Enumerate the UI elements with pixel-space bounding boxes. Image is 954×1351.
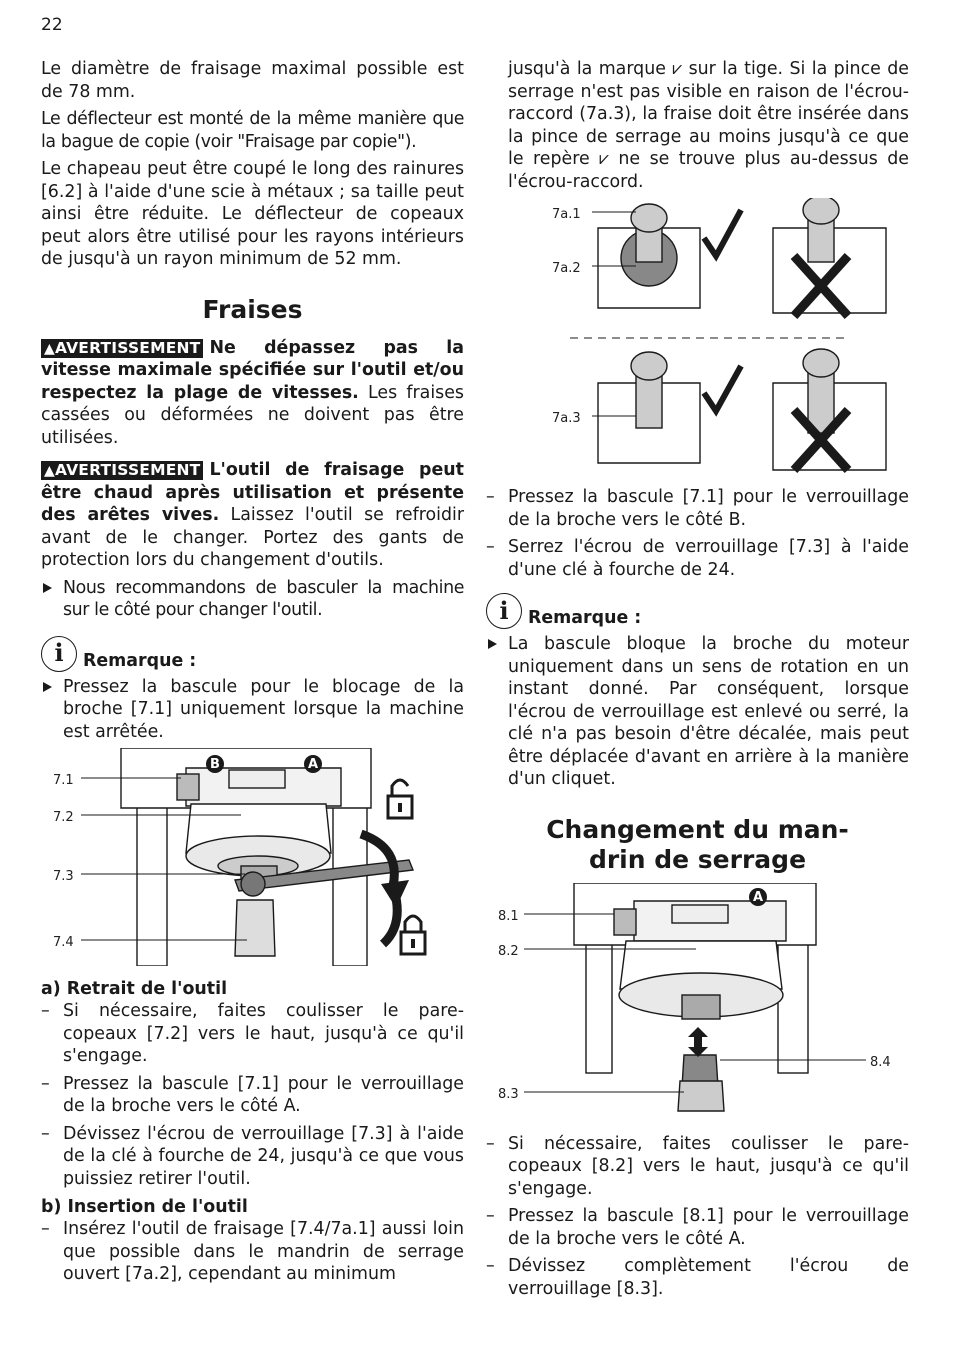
warning-speed: ▲AVERTISSEMENT Ne dépassez pas la vitesse maximale spécifiée sur l'outil et/ou respectez la plage de vitesses. Les fraises cassées ou déformées ne doivent pas être utilisées. [41,337,464,448]
check-mark-icon [704,210,741,256]
note-list [486,633,909,791]
note-list [41,676,464,744]
insert-tool-steps-continued [486,58,909,193]
callout-7-2: 7.2 [53,810,74,825]
subheading-insert-tool: b) Insertion de l'outil [41,1197,248,1217]
list-item: – Pressez la bascule [7.1] pour le verrouillage de la broche vers le côté B. [486,486,909,531]
info-icon: i [486,593,522,629]
figure-7-spindle-lock [41,748,464,966]
warning-badge: ▲AVERTISSEMENT [41,339,203,358]
info-icon: i [41,636,77,672]
list-item: – Dévissez complètement l'écrou de verrouillage [8.3]. [486,1255,909,1300]
list-item: – Pressez la bascule [7.1] pour le verrouillage de la broche vers le côté A. [41,1073,464,1118]
check-mark-icon [704,366,741,411]
collet-change-steps [486,1133,909,1301]
marker-a-label: A [753,889,764,905]
marker-b-label: B [210,757,220,772]
list-item-continued: – jusqu'à la marque ⩗ sur la tige. Si la pince de serrage n'est pas visible en raison de l'écrou-raccord (7a.3), la fraise doit être insérée dans la pince de serrage au moins jusqu'à ce que le repère ⩗ ne se trouve plus au-dessus de l'écrou-raccord. [486,58,909,193]
callout-7-1: 7.1 [53,773,74,788]
unlocked-padlock-icon [388,780,412,818]
router-base-illustration [41,748,464,966]
callout-8-1: 8.1 [498,908,519,924]
list-item: Pressez la bascule pour le blocage de la broche [7.1] uniquement lorsque la machine est arrêtée. [41,676,464,744]
marker-a-label: A [308,757,319,772]
list-item: – Serrez l'écrou de verrouillage [7.3] à l'aide d'une clé à fourche de 24. [486,536,909,581]
paragraph-cap: Le chapeau peut être coupé le long des rainures [6.2] à l'aide d'une scie à métaux ; sa taille peut ainsi être réduite. Le déflecteur de copeaux peut alors être utilisé pour les rayons intérieurs de jusqu'à un rayon minimum de 52 mm. [41,159,464,269]
list-item: – Si nécessaire, faites coulisser le pare-copeaux [7.2] vers le haut, jusqu'à ce qu'il s'engage. [41,1000,464,1068]
paragraph-deflector: Le déflecteur est monté de la même manière que la bague de copie (voir "Fraisage par copie"). [41,109,464,152]
note-label: Remarque : [83,650,197,671]
right-column [486,58,909,1305]
note-header [486,593,909,629]
list-item: – Pressez la bascule [8.1] pour le verrouillage de la broche vers le côté A. [486,1205,909,1250]
tighten-steps [486,486,909,581]
up-down-arrow-icon [688,1027,708,1057]
warning-triangle-icon: ▲ [44,463,55,479]
subheading-remove-tool: a) Retrait de l'outil [41,979,228,999]
remove-tool-steps [41,1000,464,1190]
callout-7a-2: 7a.2 [552,261,581,276]
figure-7a-collet-insertion [486,198,909,478]
recommendation-list [41,577,464,622]
callout-8-3: 8.3 [498,1086,519,1102]
note-label: Remarque : [528,608,642,628]
left-column [41,58,464,1291]
paragraph-max-diameter: Le diamètre de fraisage maximal possible est de 78 mm. [41,59,464,102]
list-item: Nous recommandons de basculer la machine sur le côté pour changer l'outil. [41,577,464,622]
callout-7-3: 7.3 [53,869,74,884]
section-title-collet-change: Changement du man- drin de serrage [546,814,849,874]
collet-illustration [486,198,909,478]
list-item: La bascule bloque la broche du moteur uniquement dans un sens de rotation en un instant donné. Par conséquent, lorsque l'écrou de verrouillage est enlevé ou serré, la clé n'a pas besoin d'être décalée, mais peut être déplacée d'avant en arrière à la manière d'un cliquet. [486,633,909,791]
section-title-fraises: Fraises [202,294,303,324]
list-item: – Insérez l'outil de fraisage [7.4/7a.1] aussi loin que possible dans le mandrin de serrage ouvert [7a.2], cependant au minimum [41,1218,464,1286]
list-item: – Dévissez l'écrou de verrouillage [7.3] à l'aide de la clé à fourche de 24, jusqu'à ce que vous puissiez retirer l'outil. [41,1123,464,1191]
page-number: 22 [41,15,63,35]
callout-7a-1: 7a.1 [552,207,581,222]
callout-8-4: 8.4 [870,1054,891,1070]
callout-8-2: 8.2 [498,943,519,959]
note-header [41,636,464,672]
callout-7-4: 7.4 [53,935,74,950]
warning-badge: ▲AVERTISSEMENT [41,461,203,480]
figure-8-collet-change [486,883,909,1119]
list-item: – Si nécessaire, faites coulisser le pare-copeaux [8.2] vers le haut, jusqu'à ce qu'il s'engage. [486,1133,909,1201]
warning-triangle-icon: ▲ [44,340,55,357]
locked-padlock-icon [401,916,425,954]
warning-hot-tool: ▲AVERTISSEMENT L'outil de fraisage peut être chaud après utilisation et présente des arêtes vives. Laissez l'outil se refroidir avant de le changer. Portez des gants de protection lors du changement d'outils. [41,460,464,570]
router-collet-illustration [486,883,909,1119]
callout-7a-3: 7a.3 [552,411,581,426]
insert-tool-steps [41,1218,464,1286]
